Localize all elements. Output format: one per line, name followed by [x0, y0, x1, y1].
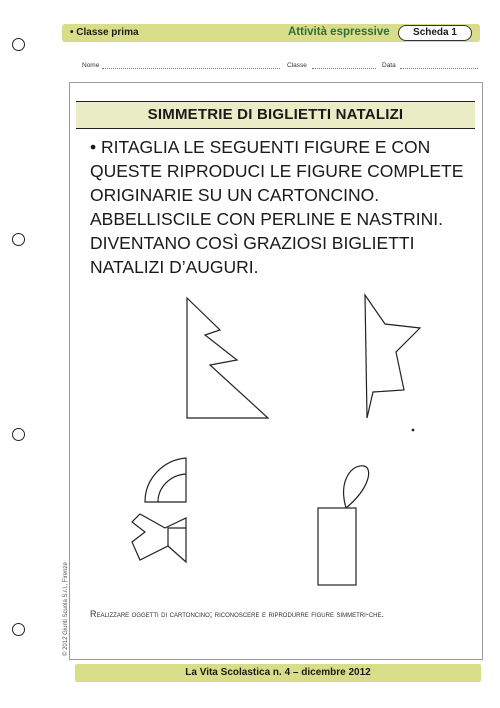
class-tag: • Classe prima: [70, 27, 139, 38]
instructions-text: • RITAGLIA LE SEGUENTI FIGURE E CON QUESTE RIPRODUCI LE FIGURE COMPLETE ORIGINARIE SU UN CARTONCINO. ABBELLISCILE CON PERLINE E NASTRINI. DIVENTANO COSÌ GRAZIOSI BIGLIETTI NATALIZI D’AUGURI.: [90, 137, 464, 277]
class-field[interactable]: [312, 68, 376, 69]
learning-objective: Realizzare oggetti di cartoncino; riconoscere e riprodurre figure simmetri-che.: [90, 609, 384, 619]
class-label: Classe: [287, 62, 307, 69]
date-field[interactable]: [400, 68, 478, 69]
date-label: Data: [382, 62, 396, 69]
binder-hole-3: [12, 428, 25, 441]
footer-bar: [75, 664, 481, 682]
header-bar: [62, 24, 480, 42]
footer-text: La Vita Scolastica n. 4 – dicembre 2012: [185, 667, 371, 678]
copyright-note: © 2012 Giunti Scuola S.r.l., Firenze: [63, 562, 69, 656]
binder-hole-1: [12, 38, 25, 51]
name-field[interactable]: [102, 68, 280, 69]
name-label: Nome: [82, 62, 100, 69]
binder-hole-2: [12, 233, 25, 246]
subject-label: Attività espressive: [288, 26, 390, 38]
title-bar: [76, 101, 475, 129]
sheet-tab: Scheda 1: [398, 25, 472, 41]
page-title: SIMMETRIE DI BIGLIETTI NATALIZI: [147, 106, 404, 123]
student-info-line: [82, 62, 480, 72]
binder-hole-4: [12, 623, 25, 636]
